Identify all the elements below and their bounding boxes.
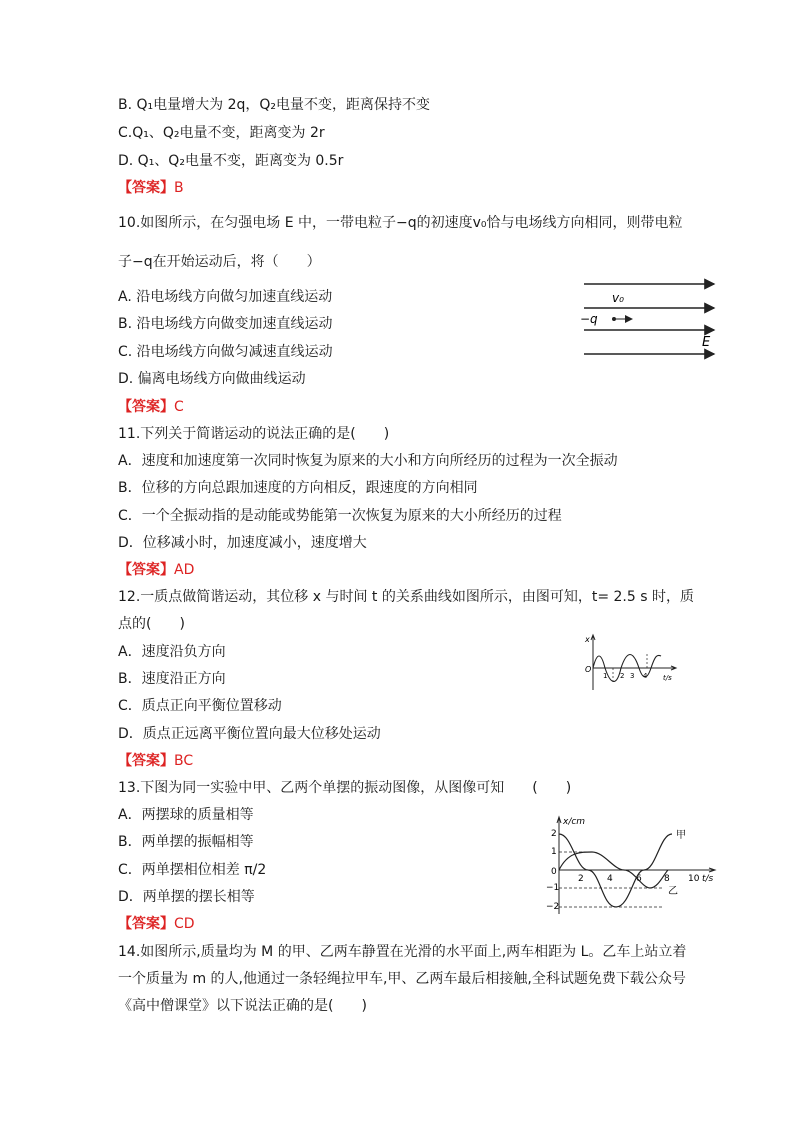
answer-value: BC bbox=[174, 753, 194, 769]
option-9b: B. Q₁电量增大为 2q，Q₂电量不变，距离保持不变 bbox=[118, 97, 431, 113]
x-tick-2: 2 bbox=[578, 874, 584, 884]
answer-tag: 【答案】 bbox=[118, 753, 174, 769]
option-10d: D. 偏离电场线方向做曲线运动 bbox=[118, 371, 306, 387]
option-10b: B. 沿电场线方向做变加速直线运动 bbox=[118, 316, 333, 332]
option-9c: C.Q₁、Q₂电量不变，距离变为 2r bbox=[118, 125, 325, 141]
y-tick-m2: −2 bbox=[546, 902, 560, 912]
answer-9 bbox=[118, 179, 184, 197]
answer-value: B bbox=[174, 180, 184, 196]
charge-label: −q bbox=[580, 312, 598, 326]
field-label: E bbox=[702, 335, 711, 350]
y-axis-label: x/cm bbox=[563, 817, 586, 827]
option-13a: A．两摆球的质量相等 bbox=[118, 807, 254, 823]
x-axis-unit: t/s bbox=[702, 874, 714, 884]
answer-value: CD bbox=[174, 916, 195, 932]
question-12-line1: 12.一质点做简谐运动，其位移 x 与时间 t 的关系曲线如图所示，由图可知，t= 2.5 s 时，质 bbox=[118, 589, 694, 605]
question-14-line2: 一个质量为 m 的人,他通过一条轻绳拉甲车,甲、乙两车最后相接触,全科试题免费下载公众号 bbox=[118, 971, 686, 987]
answer-value: C bbox=[174, 399, 184, 415]
option-11b: B．位移的方向总跟加速度的方向相反，跟速度的方向相同 bbox=[118, 480, 478, 496]
answer-tag: 【答案】 bbox=[118, 399, 174, 415]
question-10-line1: 10.如图所示，在匀强电场 E 中，一带电粒子−q的初速度v₀恰与电场线方向相同，则带电粒 bbox=[118, 215, 683, 231]
option-12c: C．质点正向平衡位置移动 bbox=[118, 698, 282, 714]
x-tick-6: 6 bbox=[636, 874, 642, 884]
option-9d: D. Q₁、Q₂电量不变，距离变为 0.5r bbox=[118, 153, 344, 169]
option-13d: D．两单摆的摆长相等 bbox=[118, 889, 255, 905]
answer-tag: 【答案】 bbox=[118, 180, 174, 196]
answer-value: AD bbox=[174, 562, 195, 578]
y-tick-2: 2 bbox=[551, 829, 557, 839]
tick-1: 1 bbox=[603, 672, 608, 680]
question-11: 11.下列关于简谐运动的说法正确的是( ) bbox=[118, 426, 390, 442]
origin-label: O bbox=[585, 665, 592, 674]
t-axis-label: t/s bbox=[663, 674, 672, 682]
option-13c: C．两单摆相位相差 π/2 bbox=[118, 862, 267, 878]
v0-label: v₀ bbox=[612, 291, 624, 305]
y-tick-0: 0 bbox=[551, 867, 557, 877]
tick-4: 4 bbox=[643, 672, 648, 680]
answer-13 bbox=[118, 915, 195, 933]
option-11d: D．位移减小时，加速度减小，速度增大 bbox=[118, 535, 367, 551]
answer-11 bbox=[118, 561, 194, 579]
pendulum-graph-figure bbox=[538, 812, 720, 916]
option-11a: A．速度和加速度第一次同时恢复为原来的大小和方向所经历的过程为一次全振动 bbox=[118, 453, 618, 469]
answer-12 bbox=[118, 752, 193, 770]
x-tick-10: 10 bbox=[688, 874, 700, 884]
question-14-line3: 《高中僧课堂》以下说法正确的是( ) bbox=[118, 998, 367, 1014]
option-11c: C．一个全振动指的是动能或势能第一次恢复为原来的大小所经历的过程 bbox=[118, 508, 562, 524]
x-axis-label: x bbox=[585, 635, 590, 644]
question-10-line2: 子−q在开始运动后，将（ ） bbox=[118, 254, 321, 270]
electric-field-figure bbox=[578, 276, 724, 362]
answer-10 bbox=[118, 398, 184, 416]
y-tick-m1: −1 bbox=[546, 883, 560, 893]
series-jia-label: 甲 bbox=[676, 830, 686, 841]
shm-graph-figure bbox=[583, 632, 683, 694]
option-12a: A．速度沿负方向 bbox=[118, 644, 226, 660]
question-12-line2: 点的( ) bbox=[118, 616, 185, 632]
answer-tag: 【答案】 bbox=[118, 916, 174, 932]
series-yi-label: 乙 bbox=[668, 886, 678, 897]
option-13b: B．两单摆的振幅相等 bbox=[118, 834, 254, 850]
x-tick-8: 8 bbox=[664, 874, 670, 884]
question-14-line1: 14.如图所示,质量均为 M 的甲、乙两车静置在光滑的水平面上,两车相距为 L。乙车上站立着 bbox=[118, 944, 687, 960]
option-10c: C. 沿电场线方向做匀减速直线运动 bbox=[118, 344, 333, 360]
answer-tag: 【答案】 bbox=[118, 562, 174, 578]
question-13: 13.下图为同一实验中甲、乙两个单摆的振动图像，从图像可知 ( ) bbox=[118, 780, 572, 796]
option-12b: B．速度沿正方向 bbox=[118, 671, 226, 687]
x-tick-4: 4 bbox=[607, 874, 613, 884]
y-tick-1: 1 bbox=[551, 847, 557, 857]
option-10a: A. 沿电场线方向做匀加速直线运动 bbox=[118, 289, 333, 305]
tick-3: 3 bbox=[630, 672, 635, 680]
option-12d: D．质点正远离平衡位置向最大位移处运动 bbox=[118, 726, 381, 742]
tick-2: 2 bbox=[620, 672, 625, 680]
